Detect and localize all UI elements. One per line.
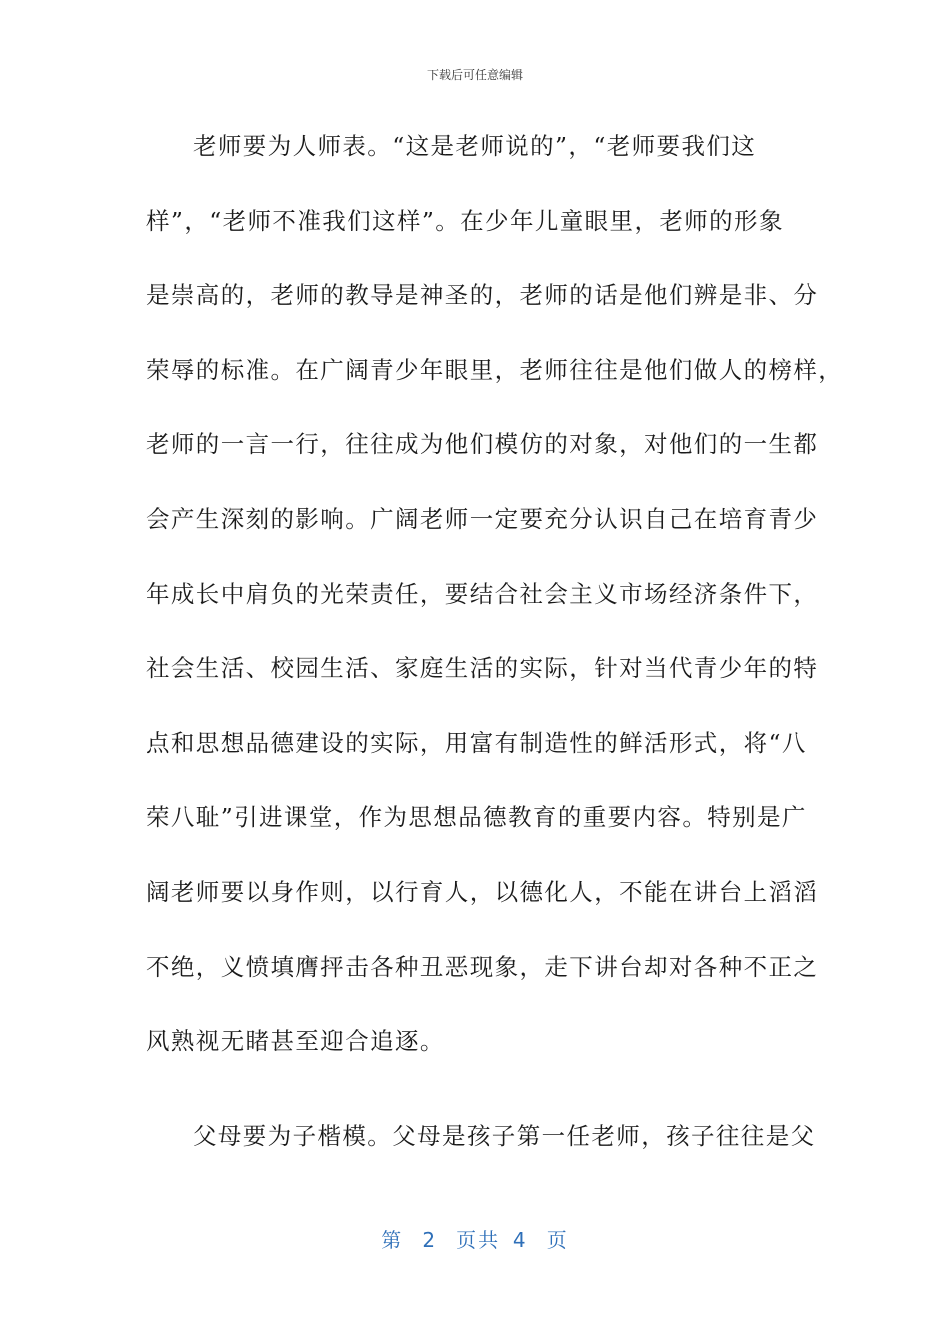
- paragraph-1-line-10: 荣八耻”引进课堂，作为思想品德教育的重要内容。特别是广: [146, 803, 807, 832]
- footer-prefix: 第: [381, 1228, 404, 1252]
- paragraph-1-line-4: 荣辱的标准。在广阔青少年眼里，老师往往是他们做人的榜样，: [146, 355, 844, 384]
- paragraph-1-line-3: 是崇高的，老师的教导是神圣的，老师的话是他们辨是非、分: [146, 281, 819, 310]
- paragraph-1-line-9: 点和思想品德建设的实际，用富有制造性的鲜活形式，将“八: [146, 728, 807, 757]
- paragraph-1-line-6: 会产生深刻的影响。广阔老师一定要充分认识自己在培育青少: [146, 504, 819, 533]
- paragraph-1-line-1: 老师要为人师表。“这是老师说的”，“老师要我们这: [193, 132, 757, 160]
- paragraph-1-line-5: 老师的一言一行，往往成为他们模仿的对象，对他们的一生都: [146, 430, 819, 459]
- footer-current-page: 2: [422, 1228, 438, 1252]
- page-number-footer: [0, 1224, 950, 1253]
- page-header: 下载后可任意编辑: [426, 68, 523, 82]
- paragraph-1-line-12: 不绝，义愤填膺抨击各种丑恶现象，走下讲台却对各种不正之: [146, 952, 819, 981]
- paragraph-gap: [146, 1094, 806, 1114]
- document-body: [146, 124, 844, 1188]
- paragraph-1-line-8: 社会生活、校园生活、家庭生活的实际，针对当代青少年的特: [146, 654, 819, 683]
- footer-total-pages: 4: [512, 1228, 528, 1252]
- paragraph-1-line-7: 年成长中肩负的光荣责任，要结合社会主义市场经济条件下，: [146, 579, 819, 608]
- paragraph-1-line-11: 阔老师要以身作则，以行育人，以德化人，不能在讲台上滔滔: [146, 877, 819, 906]
- paragraph-1-line-2: 样”，“老师不准我们这样”。在少年儿童眼里，老师的形象: [146, 206, 784, 235]
- paragraph-1-line-13: 风熟视无睹甚至迎合追逐。: [146, 1027, 445, 1056]
- footer-middle: 页共: [456, 1228, 501, 1252]
- footer-suffix: 页: [546, 1228, 569, 1252]
- paragraph-2-line-1: 父母要为子楷模。父母是孩子第一任老师，孩子往往是父: [193, 1121, 816, 1150]
